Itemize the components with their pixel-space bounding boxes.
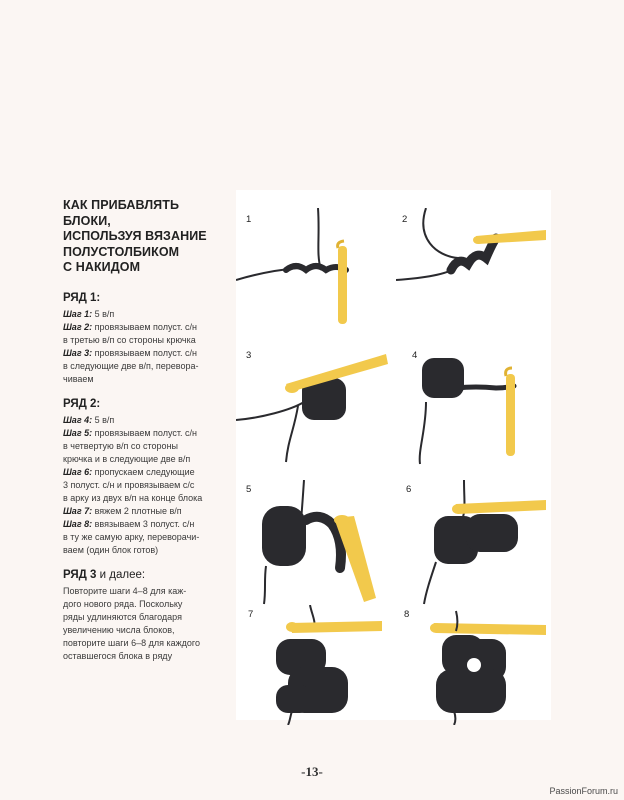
row1-title: РЯД 1: [63,291,101,304]
step-photo-7 [236,605,391,735]
step-label: Шаг 3: [63,347,93,358]
step-text: 5 в/п [92,414,115,425]
step-line [63,544,228,557]
step-line [63,440,228,453]
photo-number: 4 [412,350,418,361]
step-line [63,427,228,440]
crochet-step-6-image [396,480,551,610]
row3-title-suffix: и далее: [96,568,146,581]
step-line [63,453,228,466]
step-line [63,347,228,360]
step-line [63,624,228,637]
step-text: Повторите шаги 4–8 для каж- [63,585,187,596]
crochet-step-1-image [236,208,391,338]
step-line [63,373,228,386]
step-text: крючка и в следующие две в/п [63,453,191,464]
instructions-column [63,198,228,674]
step-line [63,585,228,598]
step-text: в следующие две в/п, перевора- [63,360,199,371]
crochet-step-2-image [396,208,551,338]
heading-line: С НАКИДОМ [63,260,141,274]
heading-line: КАК ПРИБАВЛЯТЬ БЛОКИ, [63,198,180,228]
step-line [63,466,228,479]
step-line [63,611,228,624]
row3-title-bold: РЯД 3 [63,568,97,581]
step-label: Шаг 6: [63,466,93,477]
step-line [63,598,228,611]
step-label: Шаг 5: [63,427,93,438]
step-line [63,637,228,650]
step-text: 5 в/п [92,308,115,319]
heading-line: ИСПОЛЬЗУЯ ВЯЗАНИЕ [63,229,207,243]
step-photo-8 [396,605,551,735]
step-text: в арку из двух в/п на конце блока [63,492,203,503]
step-text: провязываем полуст. с/н [92,347,197,358]
step-line [63,650,228,663]
page-heading [63,198,228,276]
step-label: Шаг 7: [63,505,93,516]
photo-number: 6 [406,484,412,495]
step-label: Шаг 2: [63,321,93,332]
step-line [63,308,228,321]
step-photo-2 [396,208,551,338]
step-line [63,334,228,347]
step-line [63,479,228,492]
step-line [63,531,228,544]
row3-steps [63,585,228,663]
photo-number: 5 [246,484,252,495]
step-text: пропускаем следующие [92,466,195,477]
step-text: провязываем полуст. с/н [92,321,197,332]
row1-steps [63,308,228,386]
step-line [63,492,228,505]
step-text: повторите шаги 6–8 для каждого [63,637,200,648]
step-line [63,518,228,531]
step-text: 3 полуст. с/н и провязываем с/с [63,479,195,490]
step-label: Шаг 8: [63,518,93,529]
step-line [63,414,228,427]
photo-panel [236,190,551,720]
step-text: провязываем полуст. с/н [92,427,197,438]
photo-number: 8 [404,609,410,620]
row2-steps [63,414,228,557]
step-text: чиваем [63,373,94,384]
crochet-step-3-image [236,340,391,470]
photo-number: 3 [246,350,252,361]
step-text: ввязываем 3 полуст. с/н [92,518,195,529]
crochet-step-7-image [236,605,391,725]
step-text: увеличению числа блоков, [63,624,175,635]
step-text: дого нового ряда. Поскольку [63,598,183,609]
row2-title: РЯД 2: [63,397,101,410]
crochet-step-5-image [236,480,391,610]
step-photo-4 [396,340,551,470]
step-line [63,505,228,518]
step-photo-6 [396,480,551,610]
step-label: Шаг 1: [63,308,93,319]
step-photo-3 [236,340,391,470]
row2-section [63,397,228,557]
watermark: PassionForum.ru [549,786,618,796]
step-text: оставшегося блока в ряду [63,650,173,661]
row3-section [63,568,228,663]
row3-title [63,568,228,582]
step-text: вяжем 2 плотные в/п [92,505,182,516]
step-label: Шаг 4: [63,414,93,425]
crochet-step-8-image [396,605,551,725]
crochet-step-4-image [396,340,551,470]
step-text: в четвертую в/п со стороны [63,440,179,451]
heading-line: ПОЛУСТОЛБИКОМ [63,244,180,259]
page-number: -13- [301,764,323,779]
photo-number: 1 [246,214,252,225]
step-text: ваем (один блок готов) [63,544,159,555]
photo-number: 2 [402,214,408,225]
step-line [63,360,228,373]
step-text: ряды удлиняются благодаря [63,611,182,622]
row1-section [63,291,228,386]
photo-number: 7 [248,609,254,620]
step-text: в ту же самую арку, переворачи- [63,531,200,542]
step-photo-1 [236,208,391,338]
step-text: в третью в/п со стороны крючка [63,334,196,345]
step-line [63,321,228,334]
step-photo-5 [236,480,391,610]
